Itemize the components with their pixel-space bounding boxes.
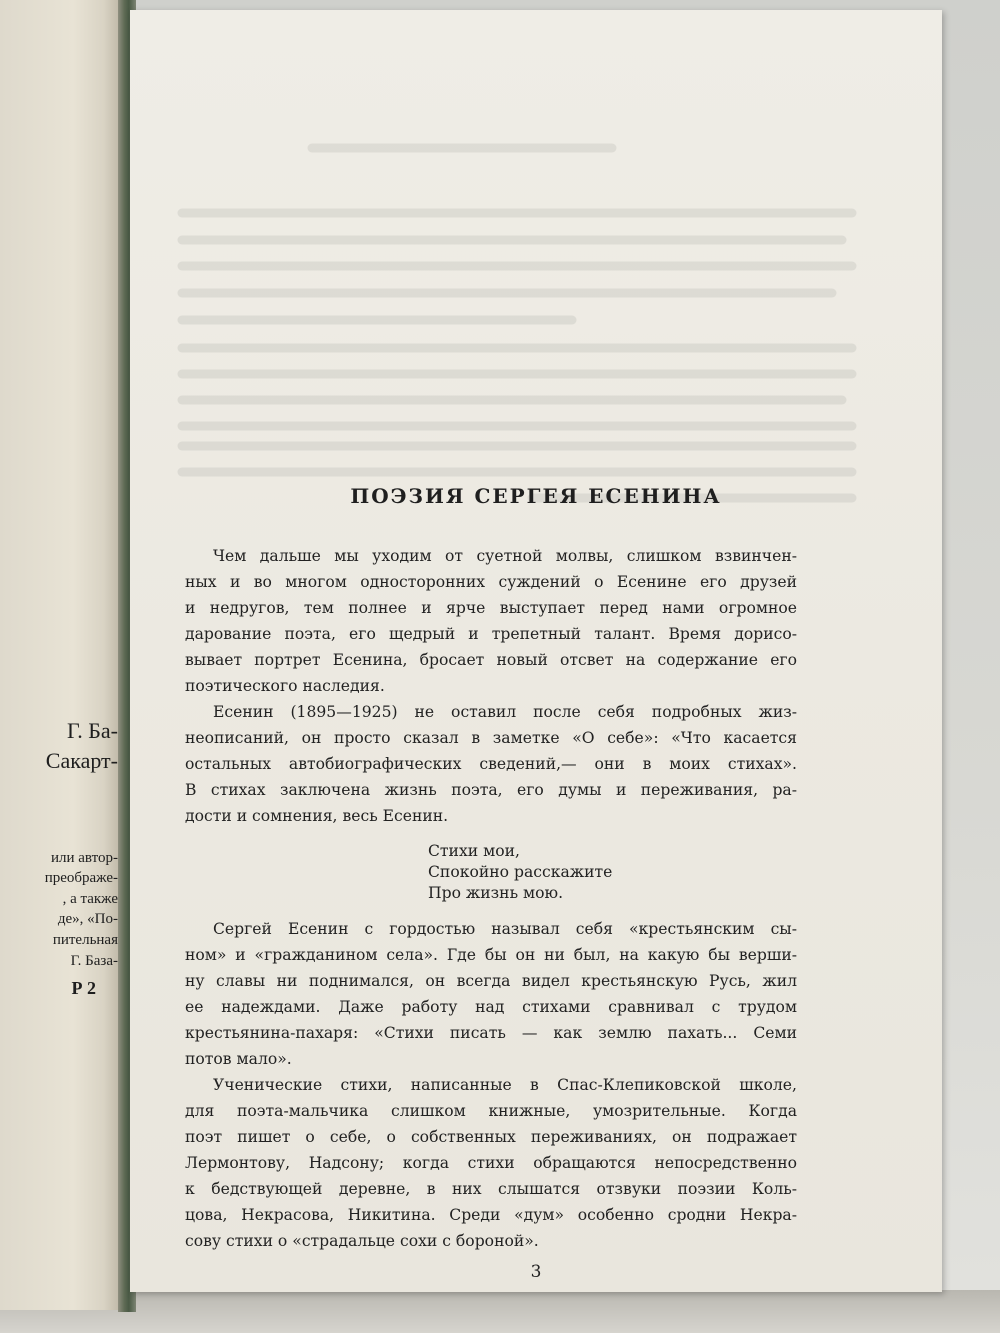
chapter-title: ПОЭЗИЯ СЕРГЕЯ ЕСЕНИНА <box>350 484 722 508</box>
text-line: крестьянина-пахаря: «Стихи писать — как землю пахать... Семи <box>185 1024 797 1042</box>
text-line: Есенин (1895—1925) не оставил после себя подробных жиз- <box>213 703 797 721</box>
book-page <box>130 10 942 1292</box>
text-line: В стихах заключена жизнь поэта, его думы и переживания, ра- <box>185 781 797 799</box>
left-page-line: де», «По- <box>57 911 118 927</box>
text-line: неописаний, он просто сказал в заметке «О себе»: «Что касается <box>185 729 797 747</box>
text-line: и недругов, тем полнее и ярче выступает перед нами огромное <box>185 599 797 617</box>
verse-line: Спокойно расскажите <box>428 863 613 881</box>
text-line: дости и сомнения, весь Есенин. <box>185 807 449 825</box>
left-page-line: преображе- <box>44 870 118 886</box>
text-line: цова, Некрасова, Никитина. Среди «дум» особенно сродни Некра- <box>185 1206 797 1224</box>
left-page-line: или автор- <box>50 850 118 866</box>
text-line: дарование поэта, его щедрый и трепетный талант. Время дорисо- <box>185 625 797 643</box>
text-line: остальных автобиографических сведений,— они в моих стихах». <box>185 755 797 773</box>
show-through-lines <box>152 138 892 438</box>
text-line: сову стихи о «страдальце сохи с бороной». <box>185 1232 539 1250</box>
text-line: ее надеждами. Даже работу над стихами сравнивал с трудом <box>185 998 797 1016</box>
left-page-line: пительная <box>52 932 118 948</box>
text-line: к бедствующей деревне, в них слышатся отзвуки поэзии Коль- <box>185 1180 797 1198</box>
text-line: поэт пишет о себе, о собственных переживаниях, он подражает <box>185 1128 797 1146</box>
text-line: Лермонтову, Надсону; когда стихи обращаются непосредственно <box>185 1154 797 1172</box>
verse-line: Стихи мои, <box>428 842 520 860</box>
show-through-lines <box>152 438 892 528</box>
table-surface <box>0 1290 1000 1333</box>
text-line: Сергей Есенин с гордостью называл себя «крестьянским сы- <box>213 920 797 938</box>
left-page-line: Сакарт- <box>45 748 118 773</box>
text-line: ном» и «гражданином села». Где бы он ни был, на какую бы верши- <box>185 946 797 964</box>
page-number: 3 <box>530 1262 542 1282</box>
text-line: для поэта-мальчика слишком книжные, умозрительные. Когда <box>185 1102 797 1120</box>
show-through-text <box>152 138 892 444</box>
text-line: Чем дальше мы уходим от суетной молвы, слишком взвинчен- <box>213 547 797 565</box>
text-line: Ученические стихи, написанные в Спас-Клепиковской школе, <box>213 1076 797 1094</box>
text-line: потов мало». <box>185 1050 292 1068</box>
text-line: поэтического наследия. <box>185 677 385 695</box>
left-page-line: Г. Ба- <box>67 718 118 743</box>
text-line: вывает портрет Есенина, бросает новый отсвет на содержание его <box>185 651 797 669</box>
left-page-line: , а также <box>62 891 118 907</box>
text-line: ну славы ни поднимался, он всегда видел крестьянскую Русь, жил <box>185 972 797 990</box>
left-page-line: Г. База- <box>70 953 118 969</box>
left-page <box>0 0 122 1310</box>
verse-line: Про жизнь мою. <box>428 884 564 902</box>
left-page-signature-mark: Р 2 <box>71 978 96 998</box>
text-line: ных и во многом односторонних суждений о Есенине его друзей <box>185 573 797 591</box>
